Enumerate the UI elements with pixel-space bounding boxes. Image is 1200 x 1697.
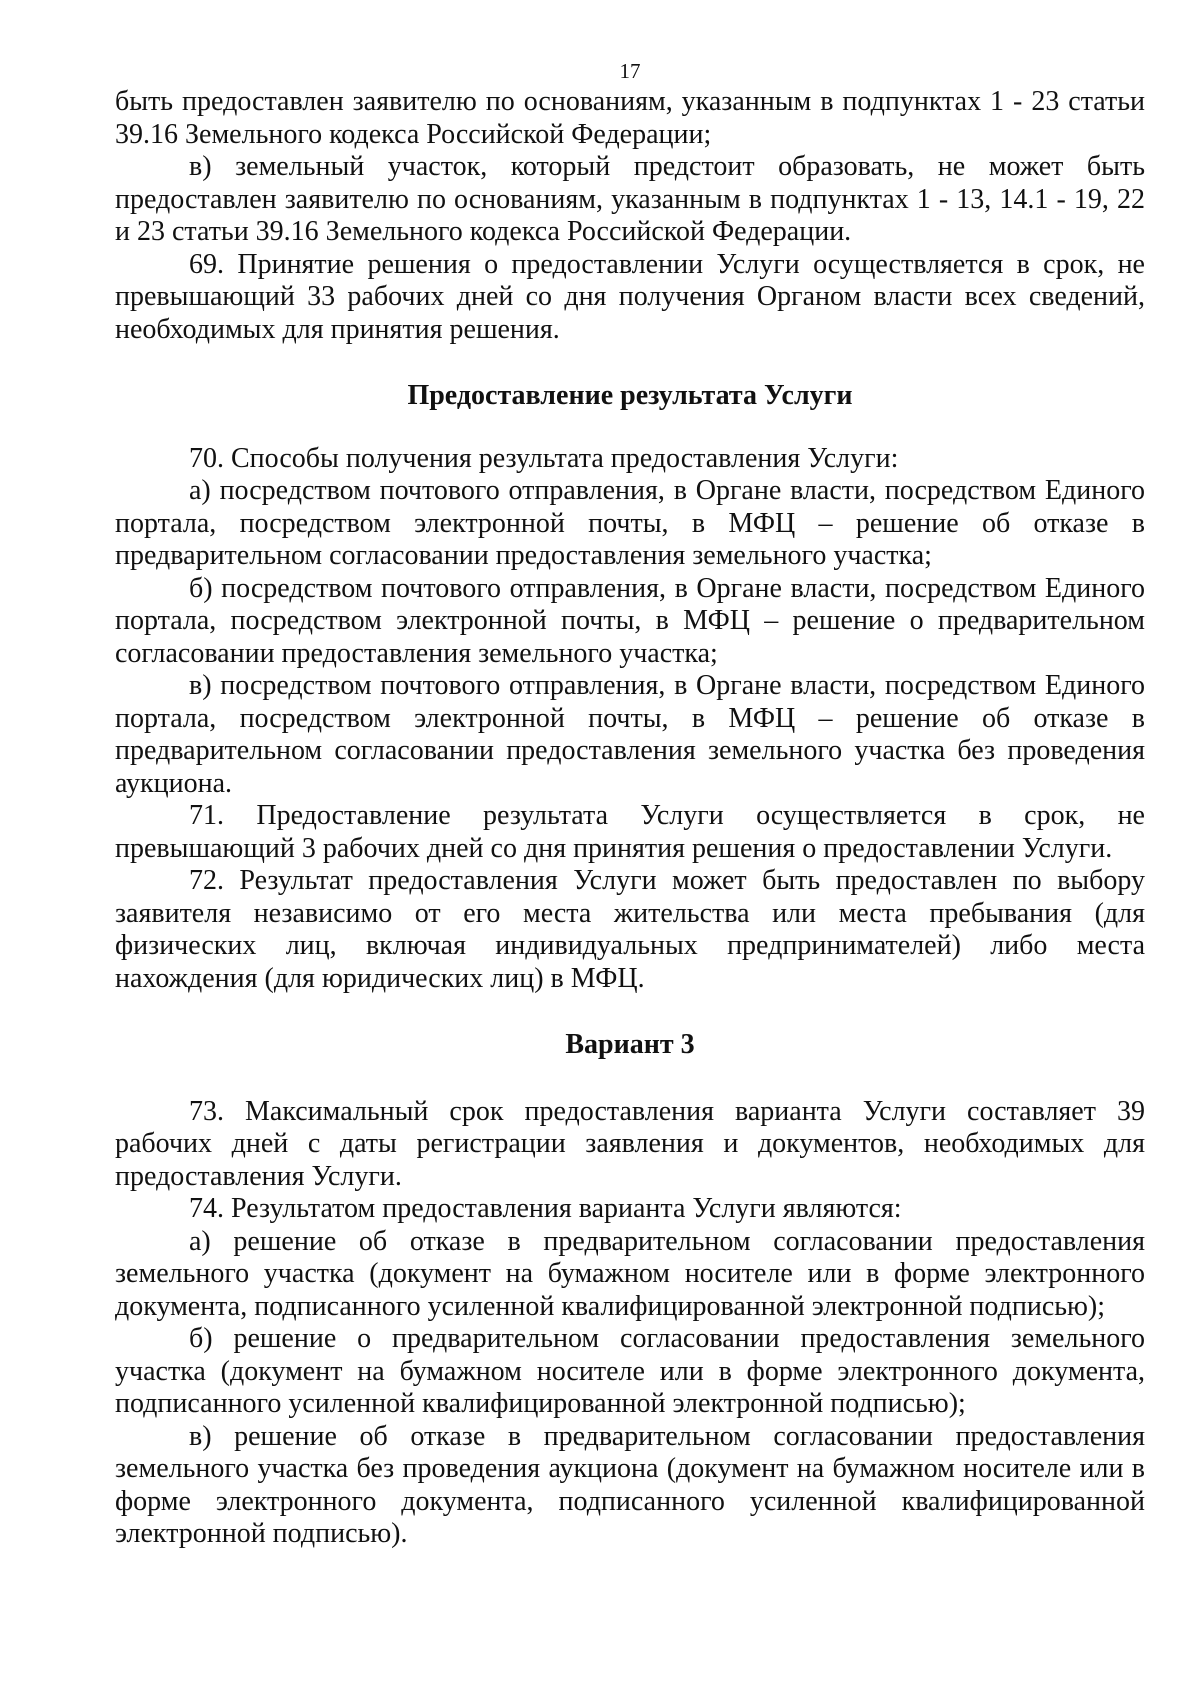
paragraph: а) посредством почтового отправления, в Органе власти, посредством Единого портала, посредством электронной почты, в МФЦ – решение об отказе в предварительном согласовании предоставления земельного участка; [115,475,1145,571]
paragraph: в) посредством почтового отправления, в Органе власти, посредством Единого портала, посредством электронной почты, в МФЦ – решение об отказе в предварительном согласовании предоставления земельного участка без проведения аукциона. [115,670,1145,799]
paragraph: 69. Принятие решения о предоставлении Услуги осуществляется в срок, не превышающий 33 рабочих дней со дня получения Органом власти всех сведений, необходимых для принятия решения. [115,248,1145,345]
section-top [115,86,1145,346]
paragraph: 71. Предоставление результата Услуги осуществляется в срок, не превышающий 3 рабочих дней со дня принятия решения о предоставлении Услуги. [115,800,1145,864]
paragraph: 74. Результатом предоставления варианта Услуги являются: [189,1193,902,1224]
paragraph: в) решение об отказе в предварительном согласовании предоставления земельного участка без проведения аукциона (документ на бумажном носителе или в форме электронного документа, подписанного усиленной квалифицированной электронной подписью). [115,1420,1145,1549]
paragraph: 72. Результат предоставления Услуги может быть предоставлен по выбору заявителя независимо от его места жительства или места пребывания (для физических лиц, включая индивидуальных предпринимателей) либо места нахождения (для юридических лиц) в МФЦ. [115,865,1145,994]
page-number: 17 [619,59,641,83]
section-heading: Предоставление результата Услуги [407,380,853,411]
paragraph: быть предоставлен заявителю по основаниям, указанным в подпунктах 1 - 23 статьи 39.16 Земельного кодекса Российской Федерации; [115,86,1145,150]
section-bottom [115,1096,1145,1551]
paragraph: 70. Способы получения результата предоставления Услуги: [189,442,899,474]
document-page [115,58,1145,1551]
paragraph: б) решение о предварительном согласовании предоставления земельного участка (документ на бумажном носителе или в форме электронного документа, подписанного усиленной квалифицированной электронной подписью); [115,1323,1145,1419]
section-heading: Вариант 3 [565,1029,695,1060]
paragraph: 73. Максимальный срок предоставления варианта Услуги составляет 39 рабочих дней с даты регистрации заявления и документов, необходимых для предоставления Услуги. [115,1095,1145,1192]
section-middle [115,443,1145,996]
paragraph: б) посредством почтового отправления, в Органе власти, посредством Единого портала, посредством электронной почты, в МФЦ – решение о предварительном согласовании предоставления земельного участка; [115,572,1145,669]
paragraph: в) земельный участок, который предстоит образовать, не может быть предоставлен заявителю по основаниям, указанным в подпунктах 1 - 13, 14.1 - 19, 22 и 23 статьи 39.16 Земельного кодекса Российской Федерации. [115,151,1145,247]
paragraph: а) решение об отказе в предварительном согласовании предоставления земельного участка (документ на бумажном носителе или в форме электронного документа, подписанного усиленной квалифицированной электронной подписью); [115,1225,1145,1322]
